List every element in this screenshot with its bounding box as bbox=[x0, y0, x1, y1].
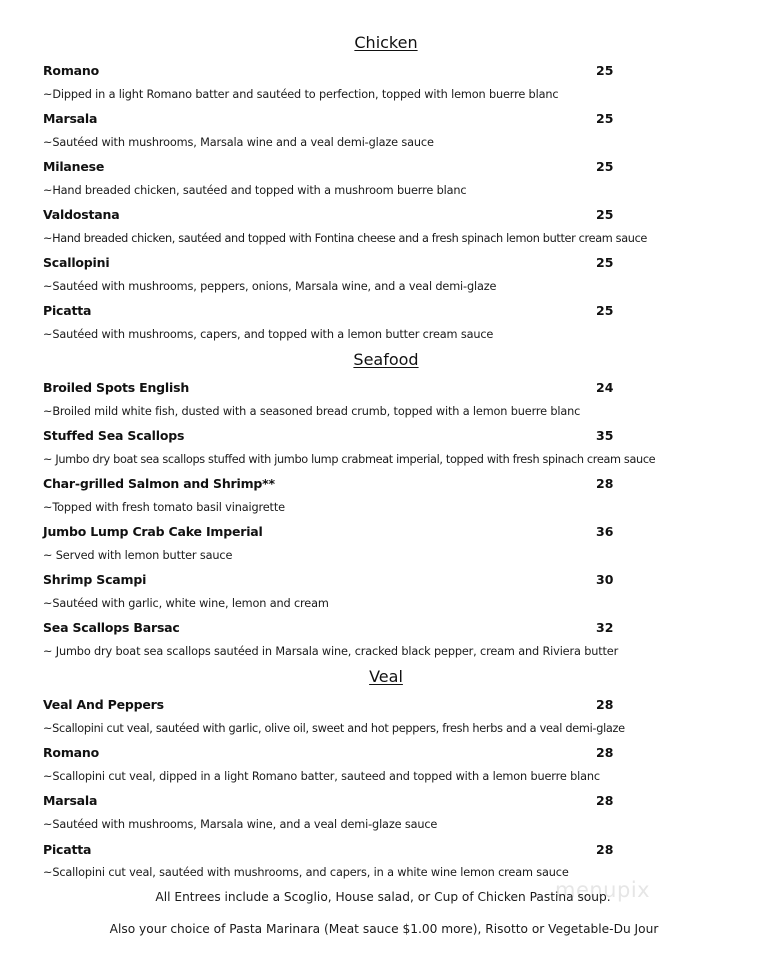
dish-price: 24 bbox=[596, 380, 614, 395]
dish-price: 25 bbox=[596, 159, 614, 174]
dish-description: ~Sautéed with mushrooms, capers, and topped with a lemon butter cream sauce bbox=[43, 328, 494, 341]
dish-name: Jumbo Lump Crab Cake Imperial bbox=[43, 524, 263, 539]
menupix-watermark: menupix bbox=[555, 878, 651, 902]
dish-name: Romano bbox=[43, 745, 99, 760]
dish-price: 25 bbox=[596, 63, 614, 78]
dish-description: ~Hand breaded chicken, sautéed and topped with a mushroom buerre blanc bbox=[43, 184, 467, 197]
dish-price: 28 bbox=[596, 697, 614, 712]
dish-price: 35 bbox=[596, 428, 614, 443]
dish-description: ~Sautéed with mushrooms, Marsala wine, and a veal demi-glaze sauce bbox=[43, 818, 438, 831]
dish-name: Milanese bbox=[43, 159, 105, 174]
dish-price: 28 bbox=[596, 793, 614, 808]
dish-description: ~ Jumbo dry boat sea scallops stuffed with jumbo lump crabmeat imperial, topped with fresh spinach cream sauce bbox=[43, 453, 656, 466]
dish-name: Veal And Peppers bbox=[43, 697, 164, 712]
dish-name: Marsala bbox=[43, 793, 98, 808]
dish-name: Picatta bbox=[43, 842, 92, 857]
dish-price: 36 bbox=[596, 524, 614, 539]
dish-name: Marsala bbox=[43, 111, 98, 126]
dish-name: Romano bbox=[43, 63, 99, 78]
dish-price: 25 bbox=[596, 111, 614, 126]
dish-price: 25 bbox=[596, 303, 614, 318]
dish-description: ~Sautéed with garlic, white wine, lemon and cream bbox=[43, 597, 329, 610]
dish-description: ~Topped with fresh tomato basil vinaigrette bbox=[43, 501, 285, 514]
dish-price: 25 bbox=[596, 255, 614, 270]
dish-description: ~Sautéed with mushrooms, Marsala wine and a veal demi-glaze sauce bbox=[43, 136, 434, 149]
dish-name: Sea Scallops Barsac bbox=[43, 620, 180, 635]
dish-price: 25 bbox=[596, 207, 614, 222]
dish-description: ~Scallopini cut veal, dipped in a light Romano batter, sauteed and topped with a lemon buerre blanc bbox=[43, 770, 600, 783]
dish-price: 28 bbox=[596, 842, 614, 857]
dish-price: 30 bbox=[596, 572, 614, 587]
dish-name: Stuffed Sea Scallops bbox=[43, 428, 185, 443]
section-title-seafood: Seafood bbox=[353, 350, 419, 369]
footer-side-choice-note: Also your choice of Pasta Marinara (Meat sauce $1.00 more), Risotto or Vegetable-Du Jour bbox=[109, 922, 659, 936]
dish-name: Scallopini bbox=[43, 255, 110, 270]
dish-name: Char-grilled Salmon and Shrimp** bbox=[43, 476, 275, 491]
dish-description: ~Dipped in a light Romano batter and sautéed to perfection, topped with lemon buerre blanc bbox=[43, 88, 559, 101]
dish-name: Valdostana bbox=[43, 207, 120, 222]
dish-description: ~ Served with lemon butter sauce bbox=[43, 549, 233, 562]
dish-name: Broiled Spots English bbox=[43, 380, 190, 395]
section-title-veal: Veal bbox=[369, 667, 403, 686]
dish-description: ~Scallopini cut veal, sautéed with garlic, olive oil, sweet and hot peppers, fresh herbs and a veal demi-glaze bbox=[43, 722, 625, 735]
dish-name: Picatta bbox=[43, 303, 92, 318]
section-title-chicken: Chicken bbox=[354, 33, 418, 52]
dish-description: ~Hand breaded chicken, sautéed and topped with Fontina cheese and a fresh spinach lemon butter cream sauce bbox=[43, 232, 648, 245]
dish-price: 28 bbox=[596, 476, 614, 491]
dish-description: ~Broiled mild white fish, dusted with a seasoned bread crumb, topped with a lemon buerre blanc bbox=[43, 405, 581, 418]
dish-price: 28 bbox=[596, 745, 614, 760]
dish-description: ~Scallopini cut veal, sautéed with mushrooms, and capers, in a white wine lemon cream sauce bbox=[43, 866, 569, 879]
footer-entree-note: All Entrees include a Scoglio, House salad, or Cup of Chicken Pastina soup. bbox=[155, 890, 611, 904]
dish-description: ~Sautéed with mushrooms, peppers, onions, Marsala wine, and a veal demi-glaze bbox=[43, 280, 497, 293]
dish-name: Shrimp Scampi bbox=[43, 572, 147, 587]
dish-price: 32 bbox=[596, 620, 614, 635]
dish-description: ~ Jumbo dry boat sea scallops sautéed in Marsala wine, cracked black pepper, cream and Riviera butter bbox=[43, 645, 619, 658]
